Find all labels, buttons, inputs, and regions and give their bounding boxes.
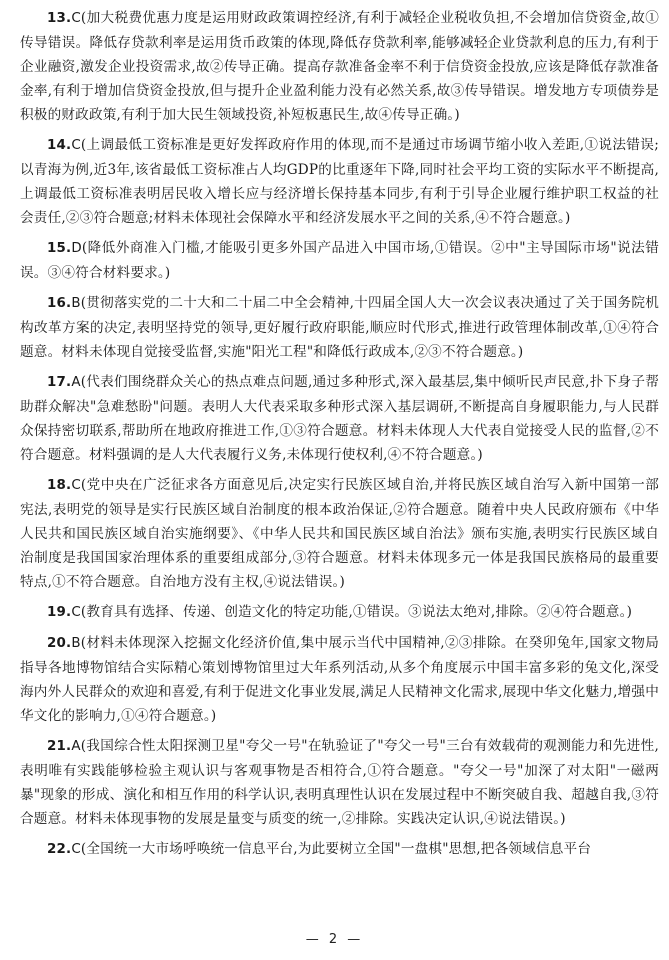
answer-explanation: (上调最低工资标准是更好发挥政府作用的体现,而不是通过市场调节缩小收入差距,①说法错误;以青海为例,近3年,该省最低工资标准占人均GDP的比重逐年下降,同时社会平均工资的实际水平不断提高,上调最低工资标准表明居民收入增长应与经济增长保持基本同步,有利于引导企业履行维护职工权益的社会责任,②③符合题意;材料未体现社会保障水平和经济发展水平之间的关系,④不符合题意。) <box>20 137 659 226</box>
answer-choice: D <box>71 241 82 256</box>
answer-18 <box>20 473 659 594</box>
answer-explanation: (代表们围绕群众关心的热点难点问题,通过多种形式,深入最基层,集中倾听民声民意,扑下身子帮助群众解决"急难愁盼"问题。表明人大代表采取多种形式深入基层调研,不断提高自身履职能力,与人民群众保持密切联系,帮助所在地政府推进工作,①③符合题意。材料未体现人大代表自觉接受人民的监督,②不符合题意。材料强调的是人大代表履行义务,未体现行使权利,④不符合题意。) <box>20 374 659 463</box>
answer-choice: C <box>71 842 81 857</box>
question-number: 13. <box>47 11 72 26</box>
question-number: 22. <box>47 842 72 857</box>
page-number: — 2 — <box>305 932 364 947</box>
answer-choice: C <box>71 138 81 153</box>
question-number: 20. <box>47 636 72 651</box>
answer-choice: C <box>71 605 81 620</box>
question-number: 14. <box>47 138 72 153</box>
answer-explanation: (全国统一大市场呼唤统一信息平台,为此要树立全国"一盘棋"思想,把各领域信息平台 <box>80 841 592 857</box>
answer-explanation: (降低外商准入门槛,才能吸引更多外国产品进入中国市场,①错误。②中"主导国际市场"说法错误。③④符合材料要求。) <box>20 240 659 281</box>
answer-19 <box>20 600 659 625</box>
question-number: 19. <box>47 605 72 620</box>
question-number: 18. <box>47 478 72 493</box>
answer-explanation: (加大税费优惠力度是运用财政政策调控经济,有利于减轻企业税收负担,不会增加信贷资金,故①传导错误。降低存贷款利率是运用货币政策的体现,降低存贷款利率,能够减轻企业贷款利息的压力,有利于企业融资,激发企业投资需求,故②传导正确。提高存款准备金率不利于信贷资金投放,应该是降低存款准备金率,有利于增加信贷资金投放,但与提升企业盈利能力没有必然关系,故③传导错误。增发地方专项债券是积极的财政政策,有利于加大民生领域投资,补短板惠民生,故④传导正确。) <box>20 10 659 123</box>
answer-choice: B <box>71 636 81 651</box>
answer-explanation: (教育具有选择、传递、创造文化的特定功能,①错误。③说法太绝对,排除。②④符合题意。) <box>80 604 633 620</box>
answer-explanation: (我国综合性太阳探测卫星"夸父一号"在轨验证了"夸父一号"三台有效载荷的观测能力和先进性,表明唯有实践能够检验主观认识与客观事物是否相符合,①符合题意。"夸父一号"加深了对太阳"一磁两暴"现象的形成、演化和相互作用的科学认识,表明真理性认识在发展过程中不断突破自我、超越自我,③符合题意。材料未体现事物的发展是量变与质变的统一,②排除。实践决定认识,④说法错误。) <box>20 738 659 827</box>
answer-choice: A <box>71 375 81 390</box>
answer-explanation: (材料未体现深入挖掘文化经济价值,集中展示当代中国精神,②③排除。在癸卯兔年,国家文物局指导各地博物馆结合实际精心策划博物馆里过大年系列活动,从多个角度展示中国丰富多彩的兔文化,深受海内外人民群众的欢迎和喜爱,有利于促进文化事业发展,满足人民精神文化需求,展现中华文化魅力,增强中华文化的影响力,①④符合题意。) <box>20 635 659 724</box>
answer-13 <box>20 6 659 127</box>
question-number: 16. <box>47 296 72 311</box>
answer-20 <box>20 631 659 728</box>
question-number: 15. <box>47 241 72 256</box>
answer-choice: C <box>71 11 81 26</box>
answer-choice: C <box>71 478 81 493</box>
answer-choice: A <box>71 739 81 754</box>
answer-15 <box>20 236 659 285</box>
answer-explanation: (贯彻落实党的二十大和二十届二中全会精神,十四届全国人大一次会议表决通过了关于国务院机构改革方案的决定,表明坚持党的领导,更好履行政府职能,顺应时代形式,推进行政管理体制改革,①④符合题意。材料未体现自觉接受监督,实施"阳光工程"和降低行政成本,②③不符合题意。) <box>20 295 659 360</box>
question-number: 21. <box>47 739 72 754</box>
answer-list <box>20 6 659 868</box>
answer-21 <box>20 734 659 831</box>
answer-17 <box>20 370 659 467</box>
answer-choice: B <box>71 296 81 311</box>
answer-16 <box>20 291 659 364</box>
answer-22 <box>20 837 659 862</box>
answer-14 <box>20 133 659 230</box>
question-number: 17. <box>47 375 72 390</box>
answer-explanation: (党中央在广泛征求各方面意见后,决定实行民族区域自治,并将民族区域自治写入新中国第一部宪法,表明党的领导是实行民族区域自治制度的根本政治保证,②符合题意。随着中央人民政府颁布《中华人民共和国民族区域自治实施纲要》、《中华人民共和国民族区域自治法》颁布实施,表明实行民族区域自治制度是我国国家治理体系的重要组成部分,③符合题意。材料未体现多元一体是我国民族格局的最重要特点,①不符合题意。自治地方没有主权,④说法错误。) <box>20 477 659 590</box>
